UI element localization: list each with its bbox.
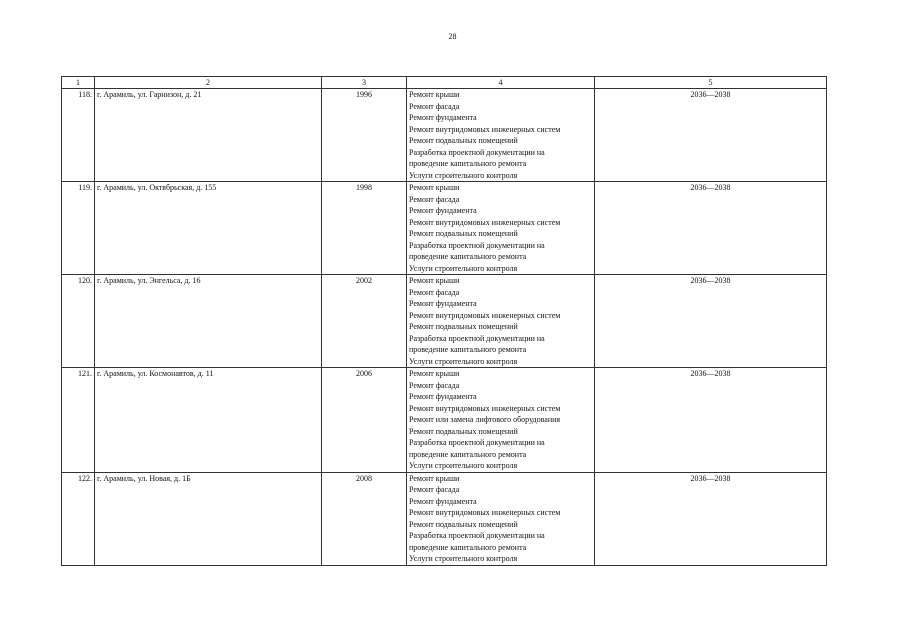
row-number: 119. (62, 182, 95, 275)
address-cell: г. Арамиль, ул. Космонавтов, д. 11 (95, 368, 322, 473)
row-number: 118. (62, 89, 95, 182)
work-item: Разработка проектной документации на (409, 240, 545, 250)
period-cell: 2036—2038 (595, 275, 827, 368)
work-item: Разработка проектной документации на (409, 438, 545, 447)
row-number: 120. (62, 275, 95, 368)
work-item: Ремонт внутридомовых инженерных систем (409, 508, 561, 517)
address-cell: г. Арамиль, ул. Гарнизон, д. 21 (95, 89, 322, 182)
table-row (62, 275, 827, 368)
period-cell: 2036—2038 (595, 89, 827, 182)
work-item: Ремонт внутридомовых инженерных систем (409, 403, 561, 413)
address-cell: г. Арамиль, ул. Октябрьская, д. 155 (95, 182, 322, 275)
work-item: Ремонт крыши (409, 90, 460, 99)
work-item: Разработка проектной документации на (409, 333, 545, 343)
year-cell: 1996 (322, 89, 407, 182)
work-item: Ремонт фасада (409, 485, 460, 494)
work-item: Ремонт подвальных помещений (409, 519, 518, 529)
column-header: 5 (595, 77, 827, 89)
row-number: 121. (62, 368, 95, 473)
table-row (62, 472, 827, 565)
period-cell: 2036—2038 (595, 472, 827, 565)
works-cell (407, 472, 595, 565)
work-item: Ремонт крыши (409, 473, 460, 483)
works-cell (407, 368, 595, 473)
column-header: 2 (95, 77, 322, 89)
work-item: Ремонт подвальных помещений (409, 322, 518, 331)
column-header: 1 (62, 77, 95, 89)
column-header: 3 (322, 77, 407, 89)
year-cell: 1998 (322, 182, 407, 275)
work-item: Услуги строительного контроля (409, 461, 518, 470)
work-item: Ремонт крыши (409, 183, 460, 192)
table-row (62, 182, 827, 275)
work-item: Услуги строительного контроля (409, 356, 518, 366)
work-item: проведение капитального ремонта (409, 449, 527, 459)
repair-schedule-table (61, 76, 827, 566)
work-item: Ремонт крыши (409, 276, 460, 285)
table-body (62, 89, 827, 566)
work-item: Услуги строительного контроля (409, 554, 518, 563)
work-item: Ремонт подвальных помещений (409, 426, 518, 436)
address-cell: г. Арамиль, ул. Энгельса, д. 16 (95, 275, 322, 368)
work-item: Ремонт фундамента (409, 299, 477, 308)
work-item: Ремонт фасада (409, 194, 460, 204)
work-item: Ремонт внутридомовых инженерных систем (409, 124, 561, 134)
work-item: Ремонт внутридомовых инженерных систем (409, 217, 561, 227)
work-item: Ремонт или замена лифтового оборудования (409, 415, 561, 424)
work-item: Ремонт фундамента (409, 496, 477, 506)
work-item: проведение капитального ремонта (409, 345, 527, 354)
work-item: Ремонт внутридомовых инженерных систем (409, 310, 561, 320)
work-item: Ремонт фундамента (409, 113, 477, 122)
work-item: Услуги строительного контроля (409, 263, 518, 273)
works-cell (407, 275, 595, 368)
year-cell: 2008 (322, 472, 407, 565)
work-item: Ремонт фундамента (409, 206, 477, 215)
period-cell: 2036—2038 (595, 182, 827, 275)
work-item: проведение капитального ремонта (409, 159, 527, 168)
address-cell: г. Арамиль, ул. Новая, д. 1Б (95, 472, 322, 565)
table-row (62, 368, 827, 473)
period-cell: 2036—2038 (595, 368, 827, 473)
table-row (62, 89, 827, 182)
work-item: Ремонт фасада (409, 380, 460, 390)
year-cell: 2006 (322, 368, 407, 473)
work-item: Разработка проектной документации на (409, 147, 545, 157)
work-item: Ремонт фундамента (409, 392, 477, 401)
column-header: 4 (407, 77, 595, 89)
work-item: проведение капитального ремонта (409, 542, 527, 552)
works-cell (407, 89, 595, 182)
work-item: проведение капитального ремонта (409, 252, 527, 261)
page-number: 28 (448, 32, 457, 41)
work-item: Ремонт подвальных помещений (409, 229, 518, 238)
works-cell (407, 182, 595, 275)
year-cell: 2002 (322, 275, 407, 368)
row-number: 122. (62, 472, 95, 565)
work-item: Услуги строительного контроля (409, 170, 518, 180)
work-item: Разработка проектной документации на (409, 531, 545, 540)
work-item: Ремонт фасада (409, 287, 460, 297)
work-item: Ремонт крыши (409, 369, 460, 378)
table-header-row (62, 77, 827, 89)
work-item: Ремонт фасада (409, 101, 460, 111)
work-item: Ремонт подвальных помещений (409, 136, 518, 145)
